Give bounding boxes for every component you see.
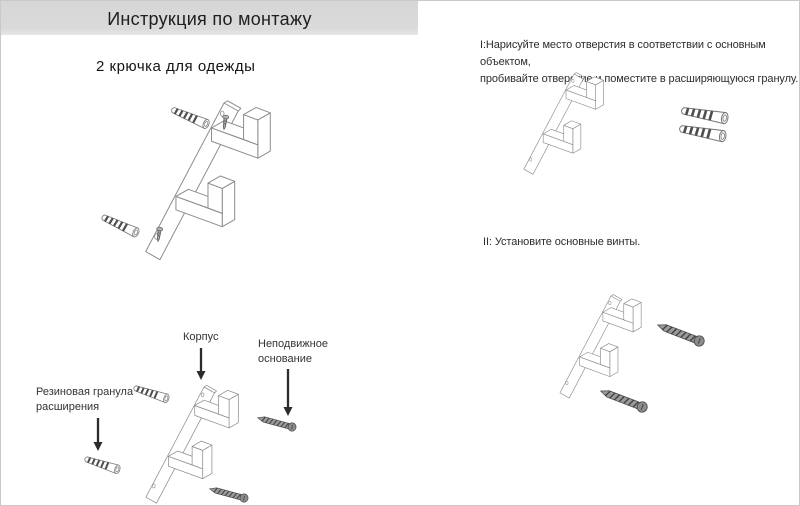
screw-icon: [656, 320, 706, 347]
step-1-line-2: пробивайте отверстие и поместите в расширяющуюся гранулу.: [480, 73, 799, 85]
hook-plate-assembly-icon: [146, 385, 238, 503]
diagram-step1-anchors: [489, 66, 739, 221]
screw-icon: [257, 414, 297, 432]
screw-icon: [599, 386, 649, 413]
diagram-step2-screws: [521, 281, 751, 451]
down-arrow-icon: [197, 348, 206, 380]
label-expansion-granule: Резиновая гранула расширения: [36, 386, 134, 413]
wall-anchor-icon: [679, 123, 727, 142]
step-1-line-1: I:Нарисуйте место отверстия в соответствии с основным объектом,: [480, 39, 766, 68]
step-2-text: II: Установите основные винты.: [483, 236, 641, 248]
label-body: Корпус: [183, 331, 219, 343]
wall-anchor-icon: [170, 105, 210, 129]
wall-anchor-icon: [84, 455, 122, 475]
wall-anchor-icon: [681, 105, 729, 124]
product-subtitle: 2 крючка для одежды: [96, 58, 256, 75]
page-title: Инструкция по монтажу: [107, 9, 312, 29]
down-arrow-icon: [94, 418, 103, 451]
screw-icon: [209, 485, 249, 503]
wall-anchor-icon: [100, 212, 140, 237]
down-arrow-icon: [284, 369, 293, 416]
hook-plate-assembly-icon: [560, 295, 641, 399]
header-band: [1, 1, 418, 35]
diagram-assembly-overview: [86, 86, 326, 291]
label-fixed-base: Неподвижное основание: [258, 338, 328, 365]
hook-plate-assembly-icon: [524, 73, 604, 175]
